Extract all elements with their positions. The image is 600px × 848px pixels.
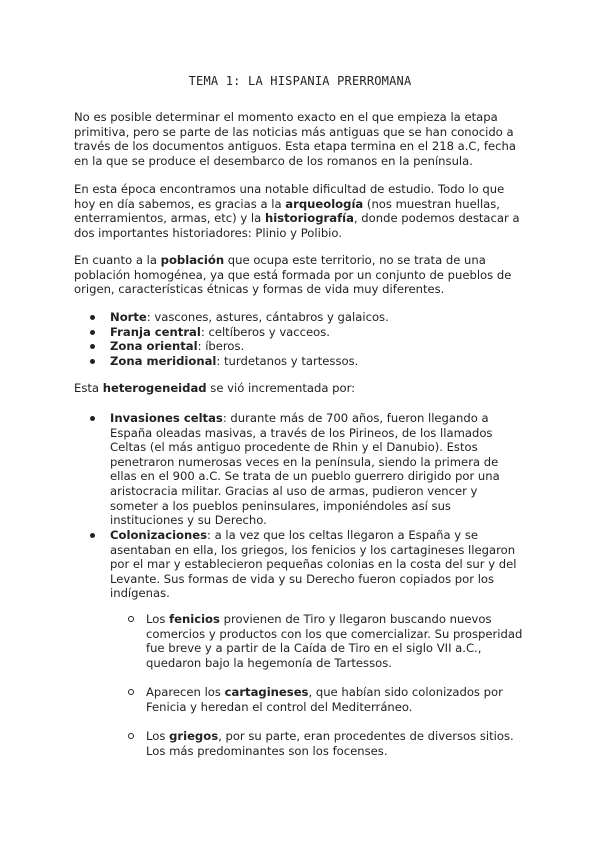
keyword-arqueologia: arqueología [285, 196, 364, 211]
keyword-historiografia: historiografía [264, 211, 354, 226]
invasions-list [74, 411, 526, 528]
paragraph-intro [74, 110, 526, 168]
zones-list [74, 310, 526, 368]
sub-pre: Los [146, 729, 170, 743]
heterogeneity-text-2: se vió incrementada por: [206, 381, 356, 395]
sublist-griegos [74, 729, 526, 758]
sub-pre: Aparecen los [146, 685, 225, 699]
zone-label: Zona oriental [110, 339, 198, 354]
zone-label: Zona meridional [110, 353, 217, 368]
zone-label: Norte [110, 310, 147, 324]
study-text-3: , donde podemos destacar a dos importantes historiadores: Plinio y Polibio. [74, 211, 520, 240]
sub-text: , por su parte, eran procedentes de diversos sitios. Los más predominantes son los focenses. [146, 729, 514, 758]
invasiones-text: : durante más de 700 años, fueron llegando a España oleadas masivas, a través de los Pirineos, de los llamados Celtas (el más antiguo procedente de Rhin y el Danubio). Estos penetraron numerosas veces en la península, siendo la primera de ellas en el 900 a.C. Se trata de un pueblo guerrero dirigido por una aristocracia militar. Gracias al uso de armas, pudieron vencer y someter a los pueblos peninsulares, imponiéndoles así sus instituciones y su Derecho. [110, 411, 500, 528]
population-text-2: que ocupa este territorio, no se trata de una población homogénea, ya que está formada por un conjunto de pueblos de origen, características étnicas y formas de vida muy diferentes. [74, 253, 512, 297]
study-text-1: En esta época encontramos una notable dificultad de estudio. Todo lo que hoy en día sabemos, es gracias a la [74, 182, 505, 211]
zone-text: : turdetanos y tartessos. [216, 353, 359, 368]
sub-list-item [74, 685, 526, 714]
zone-label: Franja central [110, 324, 201, 339]
sublist-cartagineses [74, 685, 526, 714]
invasiones-label: Invasiones celtas [110, 411, 223, 425]
sub-list-item [74, 729, 526, 758]
sub-label: fenicios [169, 612, 220, 626]
zone-text: : íberos. [197, 339, 245, 354]
list-item [74, 354, 526, 369]
population-text-1: En cuanto a la [74, 253, 161, 267]
study-text-2: (nos muestran huellas, enterramientos, armas, etc) y la [74, 196, 500, 226]
sub-label: cartagineses [224, 685, 309, 699]
paragraph-population [74, 253, 526, 297]
colonizaciones-text: : a la vez que los celtas llegaron a España y se asentaban en ella, los griegos, los fenicios y los cartagineses llegaron por el mar y establecieron pequeñas colonias en la costa del sur y del Levante. Sus formas de vida y su Derecho fueron copiados por los indígenas. [110, 528, 517, 601]
list-item [74, 325, 526, 340]
keyword-heterogeneidad: heterogeneidad [102, 381, 207, 395]
sub-text: , que habían sido colonizados por Fenicia y heredan el control del Mediterráneo. [146, 685, 503, 714]
colonizaciones-label: Colonizaciones [110, 528, 208, 542]
zone-text: : celtíberos y vacceos. [200, 324, 330, 339]
page-title: TEMA 1: LA HISPANIA PRERROMANA [188, 74, 412, 88]
colonizations-list [74, 528, 526, 601]
paragraph-heterogeneity [74, 381, 526, 396]
sublist-fenicios [74, 612, 526, 670]
list-item [74, 310, 526, 325]
zone-text: : vascones, astures, cántabros y galaicos. [146, 310, 389, 324]
sub-label: griegos [169, 729, 219, 743]
paragraph-intro-text: No es posible determinar el momento exacto en el que empieza la etapa primitiva, pero se parte de las noticias más antiguas que se han conocido a través de los documentos antiguos. Esta etapa termina en el 218 a.C, fecha en la que se produce el desembarco de los romanos en la península. [74, 110, 516, 168]
paragraph-population-text [74, 253, 526, 297]
keyword-poblacion: población [160, 253, 225, 267]
heterogeneity-text-1: Esta [74, 381, 103, 395]
list-item-colonizaciones [74, 528, 526, 601]
paragraph-study-text [74, 182, 526, 240]
list-item-invasiones [74, 411, 526, 528]
paragraph-study [74, 182, 526, 240]
paragraph-heterogeneity-text [74, 381, 526, 396]
sub-text: provienen de Tiro y llegaron buscando nuevos comercios y productos con los que comercializar. Su prosperidad fue breve y a partir de la Caída de Tiro en el siglo VII a.C., quedaron bajo la hegemonía de Tartessos. [146, 612, 523, 670]
sub-pre: Los [146, 612, 170, 626]
list-item [74, 339, 526, 354]
sub-list-item [74, 612, 526, 670]
